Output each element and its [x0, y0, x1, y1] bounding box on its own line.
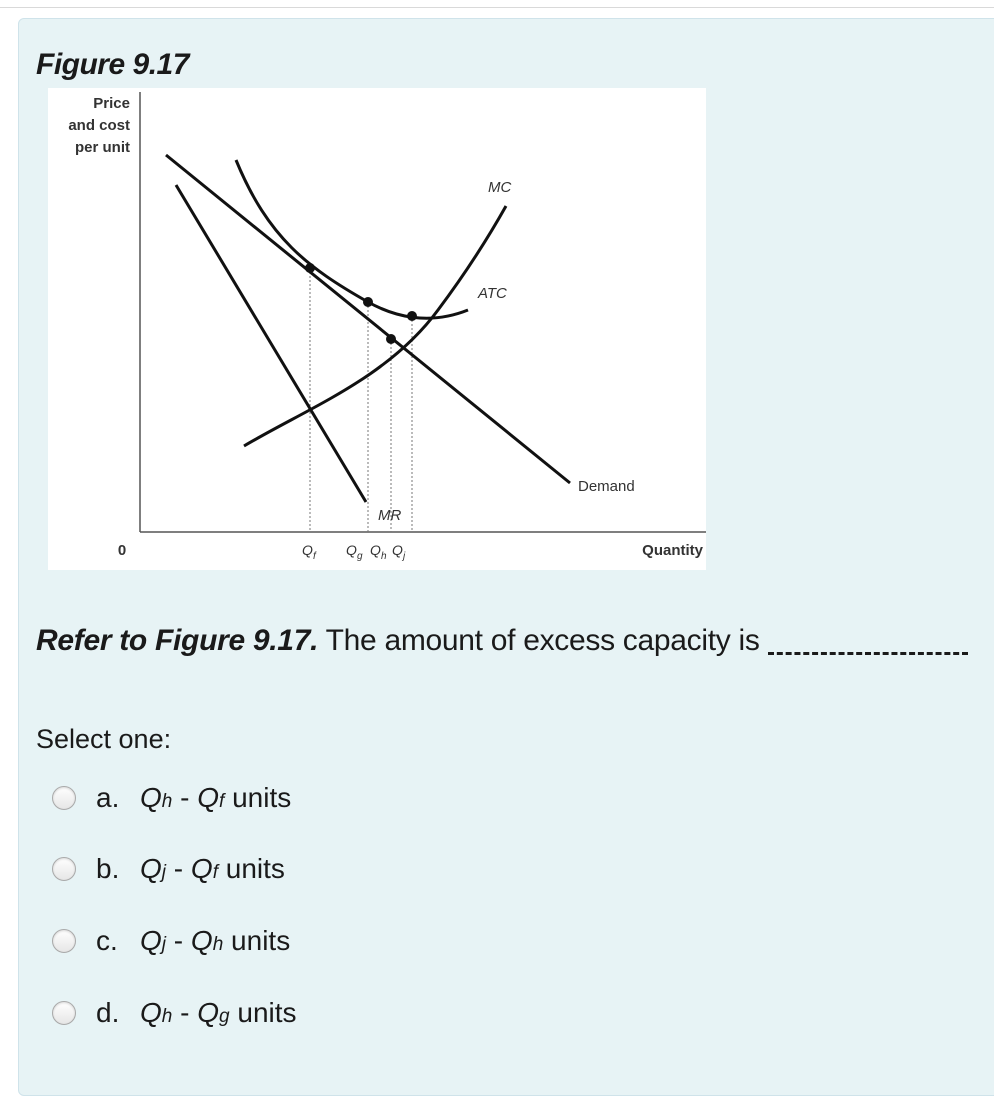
cost-curves-diagram [48, 88, 706, 570]
svg-text:j: j [403, 551, 406, 562]
figure-image [48, 88, 706, 570]
svg-text:f: f [313, 551, 316, 562]
atc-min-point [407, 311, 417, 321]
option-c-text: Q j - Q h units [140, 925, 291, 956]
atc-point [363, 297, 373, 307]
demand-atc-point [305, 263, 315, 273]
option-c[interactable] [52, 921, 290, 961]
svg-text:Q: Q [370, 542, 381, 558]
mc-demand-point [386, 334, 396, 344]
qh-tick-label [370, 542, 387, 562]
radio-option-d[interactable] [52, 1001, 76, 1025]
atc-label: ATC [478, 285, 507, 302]
radio-option-a[interactable] [52, 786, 76, 810]
radio-option-c[interactable] [52, 929, 76, 953]
svg-text:Q: Q [392, 542, 403, 558]
y-axis-label-line1: Price [93, 95, 130, 112]
y-axis-label-line3: per unit [75, 139, 130, 156]
y-axis-label-line2: and cost [68, 117, 130, 134]
option-a[interactable] [52, 778, 291, 818]
option-b-text: Q j - Q f units [140, 853, 285, 884]
option-d-text: Q h - Q g units [140, 997, 297, 1028]
option-a-text: Q h - Q f units [140, 782, 292, 813]
figure-reference: Refer to Figure 9.17. [36, 624, 319, 657]
mr-label: MR [378, 507, 402, 524]
option-c-letter: c. [96, 925, 118, 956]
svg-text:h: h [381, 551, 387, 562]
top-divider [0, 7, 994, 8]
answer-blank [768, 630, 968, 655]
question-text [36, 624, 968, 658]
qg-tick-label [346, 542, 363, 562]
qf-tick-label [302, 542, 317, 562]
question-body: The amount of excess capacity is [318, 624, 760, 657]
demand-curve [166, 155, 570, 483]
figure-title: Figure 9.17 [36, 48, 189, 81]
option-b-letter: b. [96, 853, 120, 884]
svg-text:Q: Q [346, 542, 357, 558]
mr-curve [176, 185, 366, 502]
mc-label: MC [488, 179, 512, 196]
qj-tick-label [392, 542, 406, 562]
option-d-letter: d. [96, 997, 120, 1028]
option-b[interactable] [52, 849, 285, 889]
option-d[interactable] [52, 993, 297, 1033]
svg-text:Q: Q [302, 542, 313, 558]
select-one-label: Select one: [36, 724, 172, 754]
demand-label: Demand [578, 478, 635, 495]
radio-option-b[interactable] [52, 857, 76, 881]
svg-text:g: g [357, 551, 363, 562]
origin-label: 0 [117, 542, 127, 559]
option-a-letter: a. [96, 782, 120, 813]
x-axis-label: Quantity [642, 542, 703, 559]
